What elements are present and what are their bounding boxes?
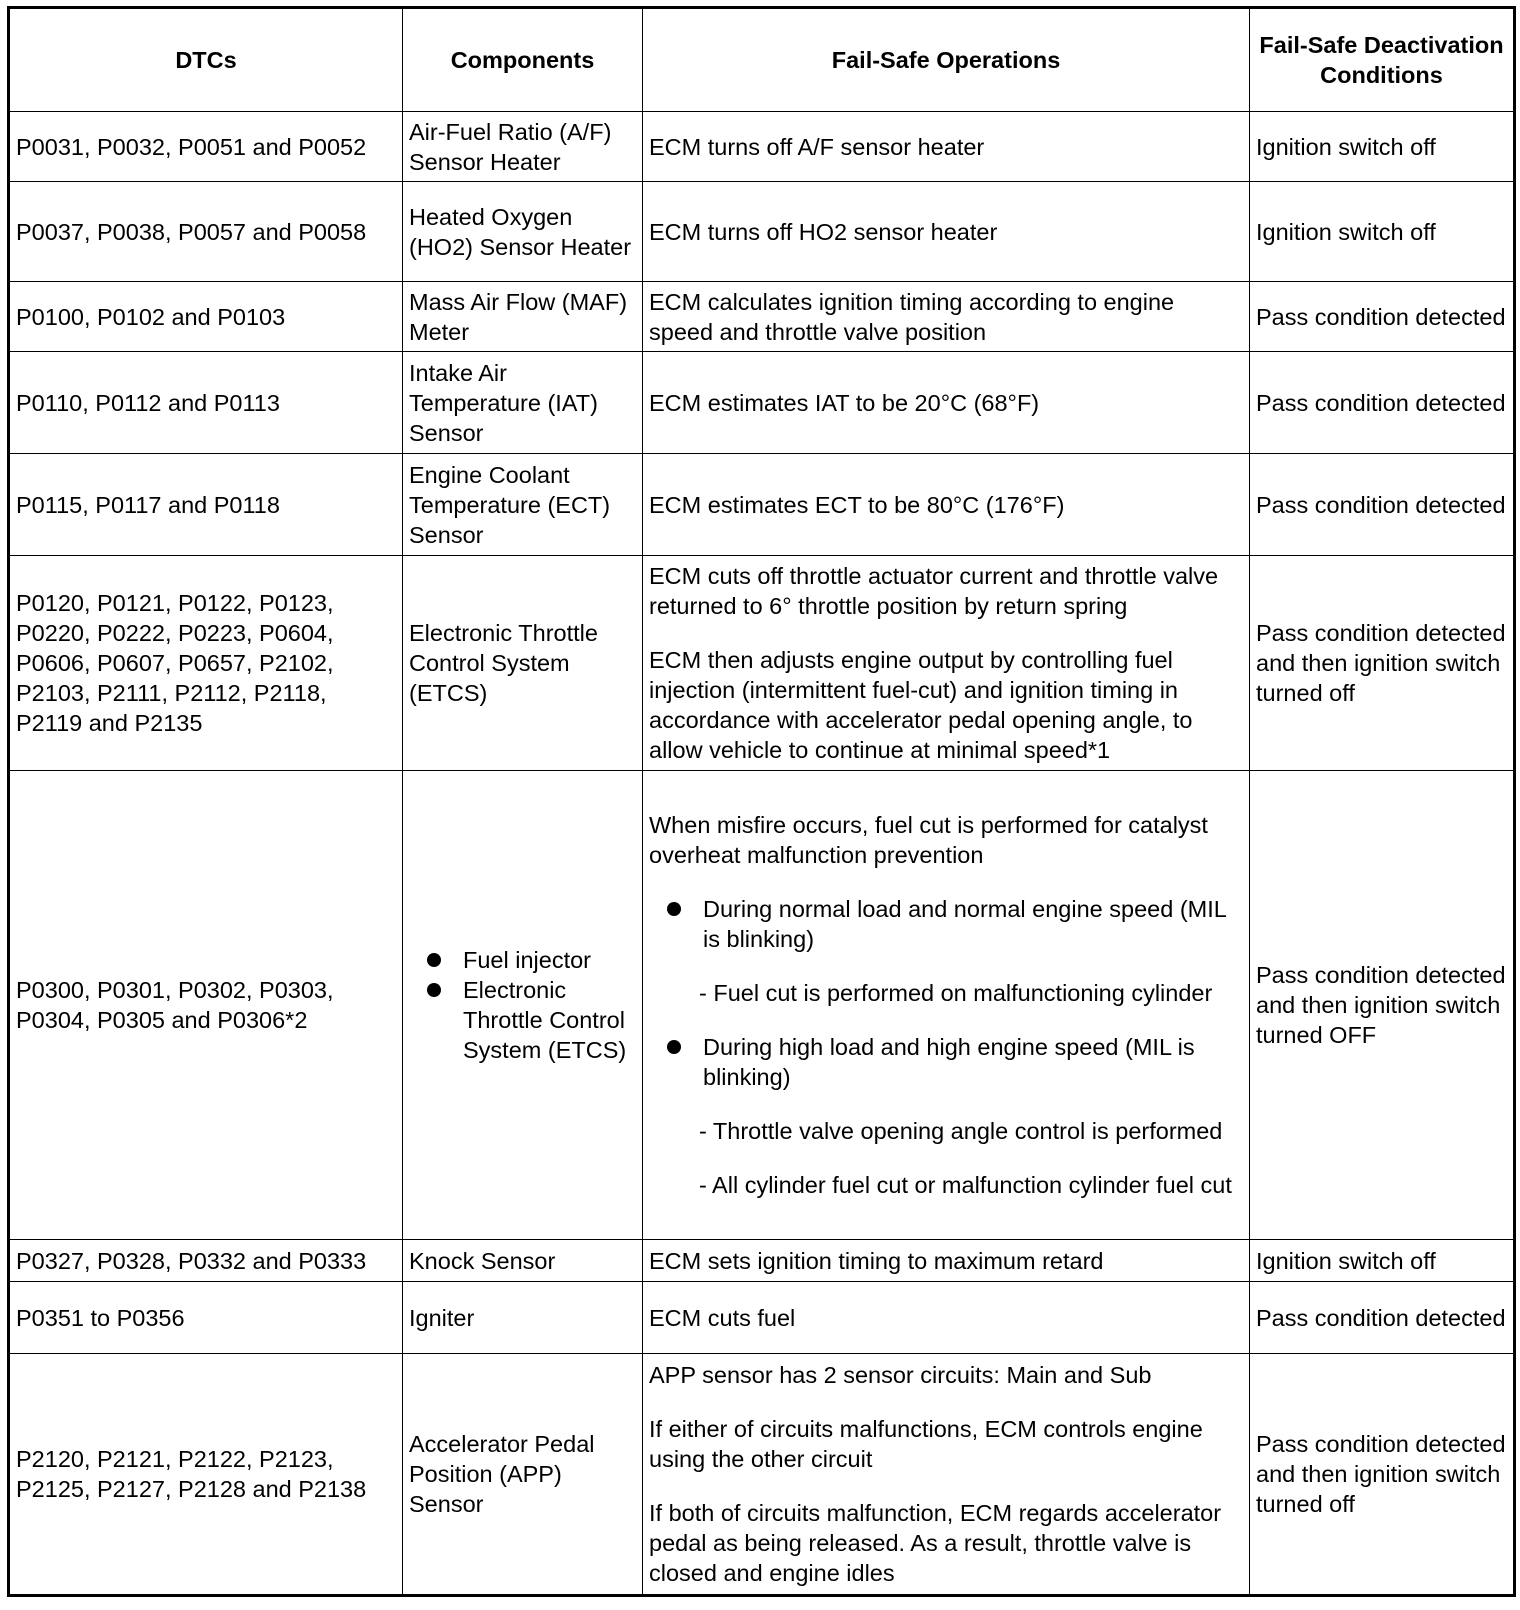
component-list-item bbox=[409, 945, 636, 975]
operations-cell bbox=[643, 771, 1250, 1240]
dtc-cell: P2120, P2121, P2122, P2123, P2125, P2127, P2128 and P2138 bbox=[9, 1354, 403, 1596]
operation-text: If either of circuits malfunctions, ECM controls engine using the other circuit bbox=[649, 1416, 1203, 1472]
operation-text: ECM turns off A/F sensor heater bbox=[649, 133, 985, 160]
operations-cell bbox=[643, 1282, 1250, 1354]
dtc-cell: P0351 to P0356 bbox=[9, 1282, 403, 1354]
table-row bbox=[9, 182, 1515, 282]
dtc-cell: P0327, P0328, P0332 and P0333 bbox=[9, 1240, 403, 1282]
table-row bbox=[9, 771, 1515, 1240]
header-dtcs: DTCs bbox=[9, 8, 403, 112]
component-cell: Intake Air Temperature (IAT) Sensor bbox=[403, 352, 643, 454]
operation-bullet bbox=[649, 894, 1243, 1008]
operation-text: ECM calculates ignition timing according to engine speed and throttle valve position bbox=[649, 288, 1175, 345]
header-conditions: Fail-Safe Deactivation Conditions bbox=[1250, 8, 1515, 112]
component-cell: Accelerator Pedal Position (APP) Sensor bbox=[403, 1354, 643, 1596]
bullet-sub-text: - Fuel cut is performed on malfunctioning cylinder bbox=[699, 980, 1213, 1006]
condition-cell: Pass condition detected and then ignition switch turned OFF bbox=[1250, 771, 1515, 1240]
component-list bbox=[409, 945, 636, 1065]
component-cell: Igniter bbox=[403, 1282, 643, 1354]
fail-safe-table bbox=[7, 6, 1516, 1597]
operation-text: If both of circuits malfunction, ECM regards accelerator pedal as being released. As a result, throttle valve is closed and engine idles bbox=[649, 1500, 1222, 1586]
operation-text: ECM turns off HO2 sensor heater bbox=[649, 218, 998, 245]
bullet-icon bbox=[667, 1040, 681, 1054]
table-row bbox=[9, 1354, 1515, 1596]
operation-text: ECM estimates ECT to be 80°C (176°F) bbox=[649, 491, 1065, 518]
table-row bbox=[9, 282, 1515, 352]
bullet-icon bbox=[427, 953, 441, 967]
condition-cell: Pass condition detected bbox=[1250, 1282, 1515, 1354]
operation-text: APP sensor has 2 sensor circuits: Main and Sub bbox=[649, 1362, 1152, 1388]
operation-text: ECM estimates IAT to be 20°C (68°F) bbox=[649, 389, 1040, 416]
table-row bbox=[9, 454, 1515, 556]
condition-cell: Ignition switch off bbox=[1250, 112, 1515, 182]
operations-cell bbox=[643, 352, 1250, 454]
bullet-sub-text: - Throttle valve opening angle control is performed bbox=[699, 1118, 1223, 1144]
condition-cell: Pass condition detected bbox=[1250, 352, 1515, 454]
table-row bbox=[9, 112, 1515, 182]
bullet-text: During high load and high engine speed (MIL is blinking) bbox=[703, 1034, 1195, 1090]
operation-bullet bbox=[649, 1032, 1243, 1200]
dtc-cell: P0110, P0112 and P0113 bbox=[9, 352, 403, 454]
condition-cell: Pass condition detected bbox=[1250, 282, 1515, 352]
dtc-cell: P0037, P0038, P0057 and P0058 bbox=[9, 182, 403, 282]
table-row bbox=[9, 1240, 1515, 1282]
bullet-icon bbox=[427, 983, 441, 997]
condition-cell: Ignition switch off bbox=[1250, 182, 1515, 282]
operation-text: ECM then adjusts engine output by controlling fuel injection (intermittent fuel-cut) and ignition timing in accordance with accelerator pedal opening angle, to allow vehicle to continue at minimal speed*1 bbox=[649, 647, 1193, 763]
component-label: Fuel injector bbox=[463, 947, 591, 973]
operations-cell bbox=[643, 1354, 1250, 1596]
dtc-cell: P0115, P0117 and P0118 bbox=[9, 454, 403, 556]
header-components: Components bbox=[403, 8, 643, 112]
operations-cell bbox=[643, 454, 1250, 556]
operations-cell bbox=[643, 1240, 1250, 1282]
component-cell bbox=[403, 771, 643, 1240]
bullet-icon bbox=[667, 902, 681, 916]
dtc-cell: P0300, P0301, P0302, P0303, P0304, P0305 and P0306*2 bbox=[9, 771, 403, 1240]
operation-text: ECM cuts fuel bbox=[649, 1304, 796, 1331]
bullet-text: During normal load and normal engine speed (MIL is blinking) bbox=[703, 896, 1226, 952]
operation-intro: When misfire occurs, fuel cut is performed for catalyst overheat malfunction prevention bbox=[649, 812, 1208, 868]
table-row bbox=[9, 556, 1515, 771]
component-cell: Mass Air Flow (MAF) Meter bbox=[403, 282, 643, 352]
component-cell: Electronic Throttle Control System (ETCS) bbox=[403, 556, 643, 771]
bullet-sub-text: - All cylinder fuel cut or malfunction cylinder fuel cut bbox=[699, 1172, 1232, 1198]
dtc-cell: P0120, P0121, P0122, P0123, P0220, P0222, P0223, P0604, P0606, P0607, P0657, P2102, P2103, P2111, P2112, P2118, P2119 and P2135 bbox=[9, 556, 403, 771]
table-row bbox=[9, 1282, 1515, 1354]
table-row bbox=[9, 352, 1515, 454]
component-label: Electronic Throttle Control System (ETCS) bbox=[463, 977, 627, 1063]
condition-cell: Ignition switch off bbox=[1250, 1240, 1515, 1282]
operations-cell bbox=[643, 282, 1250, 352]
condition-cell: Pass condition detected and then ignition switch turned off bbox=[1250, 556, 1515, 771]
dtc-cell: P0100, P0102 and P0103 bbox=[9, 282, 403, 352]
condition-cell: Pass condition detected bbox=[1250, 454, 1515, 556]
header-operations: Fail-Safe Operations bbox=[643, 8, 1250, 112]
component-cell: Engine Coolant Temperature (ECT) Sensor bbox=[403, 454, 643, 556]
condition-cell: Pass condition detected and then ignition switch turned off bbox=[1250, 1354, 1515, 1596]
operation-text: ECM cuts off throttle actuator current and throttle valve returned to 6° throttle position by return spring bbox=[649, 563, 1219, 619]
dtc-cell: P0031, P0032, P0051 and P0052 bbox=[9, 112, 403, 182]
component-cell: Knock Sensor bbox=[403, 1240, 643, 1282]
operations-cell bbox=[643, 112, 1250, 182]
header-row bbox=[9, 8, 1515, 112]
operation-text: ECM sets ignition timing to maximum retard bbox=[649, 1247, 1104, 1274]
component-list-item bbox=[409, 975, 636, 1065]
component-cell: Heated Oxygen (HO2) Sensor Heater bbox=[403, 182, 643, 282]
operations-cell bbox=[643, 556, 1250, 771]
operations-cell bbox=[643, 182, 1250, 282]
component-cell: Air-Fuel Ratio (A/F) Sensor Heater bbox=[403, 112, 643, 182]
